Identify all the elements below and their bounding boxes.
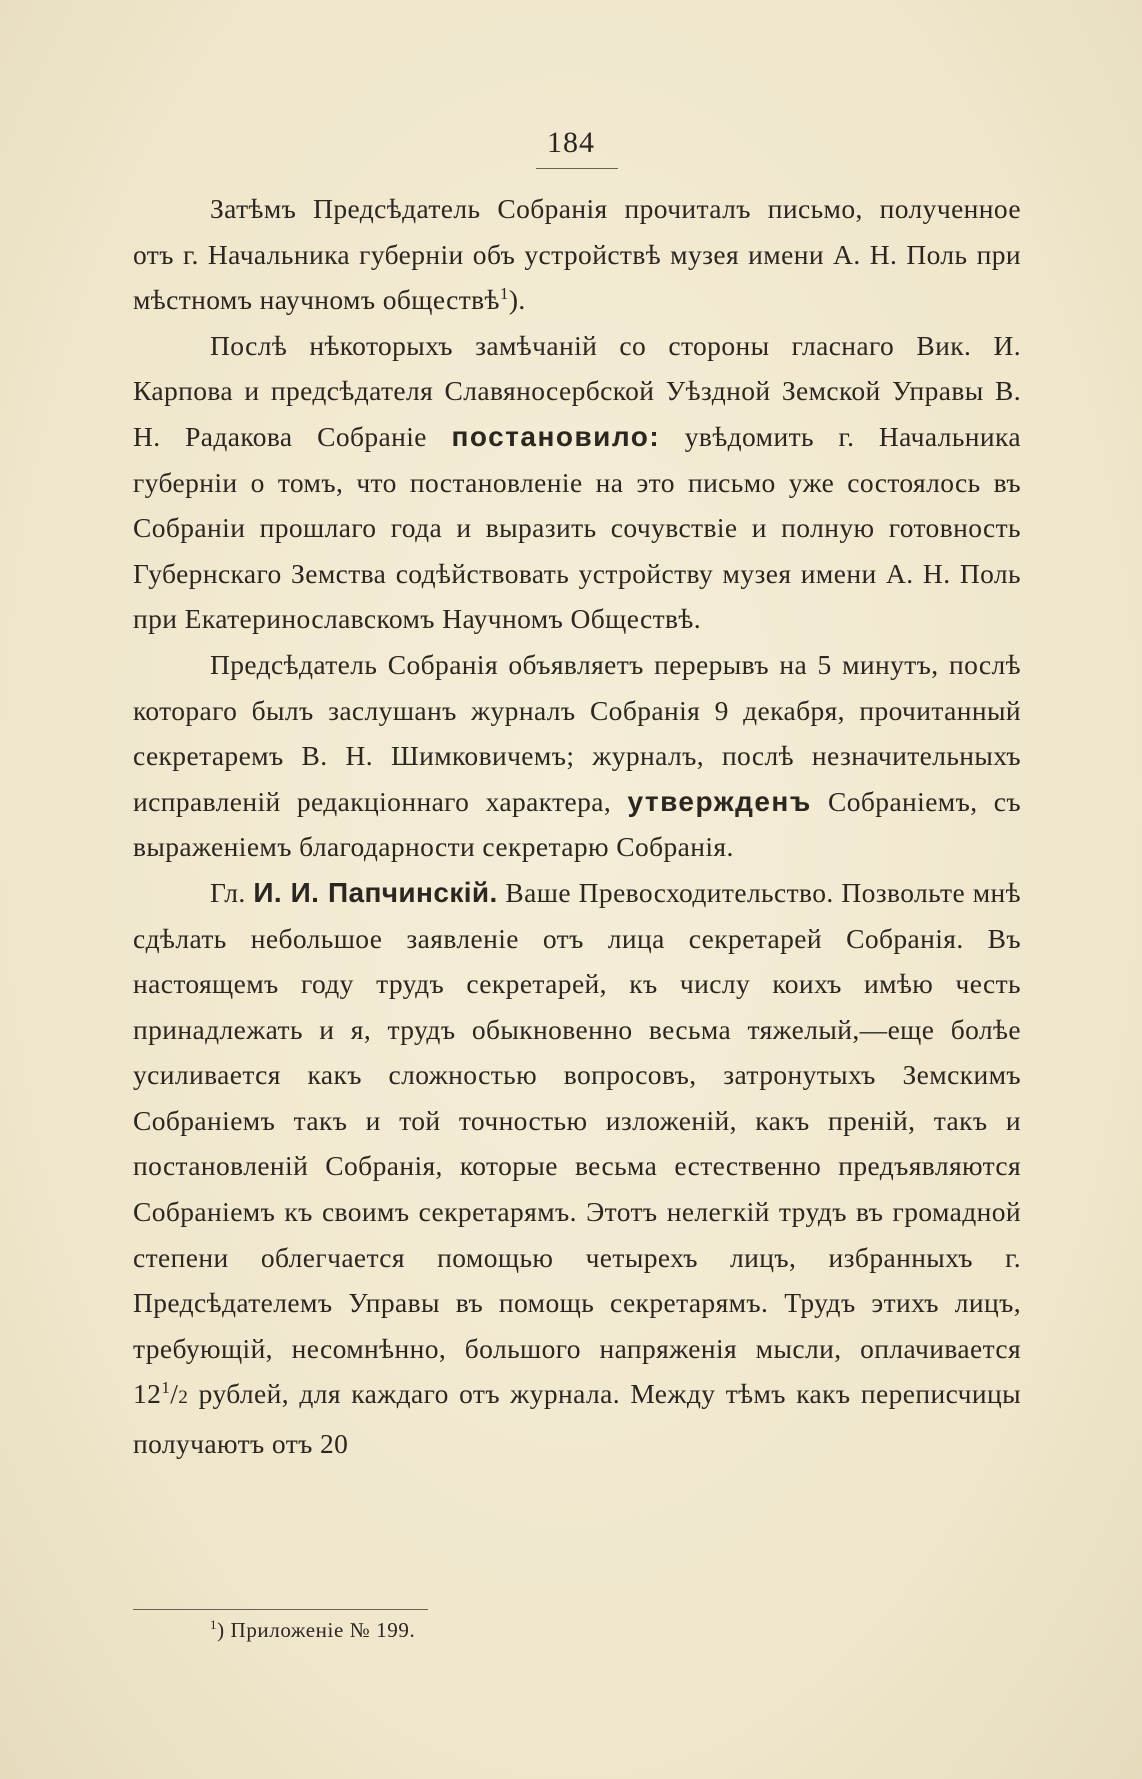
paragraph-resolution [133,323,1021,642]
fraction-slash: / [170,1378,179,1410]
emphasized-word: утвержденъ [627,785,812,817]
footnote [210,1618,415,1643]
body-text [133,186,1021,1467]
paragraph-text-end: рублей, для каждаго отъ журнала. Между тѣмъ какъ переписчицы получаютъ отъ 20 [133,1378,1021,1460]
footnote-marker: 1 [210,1617,218,1632]
footnote-reference: 1 [499,284,509,304]
paragraph-text-end: увѣдомить г. Начальника губерніи о томъ, что постановленіе на это письмо уже состоялось въ Собраніи прошлаго года и выразить сочувствіе и полную готовность Губернскаго Земства содѣйствовать устройству музея имени А. Н. Поль при Екатеринославскомъ Научномъ Обществѣ. [133,420,1021,635]
paragraph-text: Ваше Превосходительство. Позвольте мнѣ сдѣлать небольшое заявленіе отъ лица секретарей Собранія. Въ настоящемъ году трудъ секретарей, къ числу коихъ имѣю честь принадлежать и я, трудъ обыкновенно весьма тяжелый,—еще болѣе усиливается какъ сложностью вопросовъ, затронутыхъ Земскимъ Собраніемъ такъ и той точностью изложеній, какъ преній, такъ и постановленій Собранія, которые весьма естественно предъявляются Собраніемъ къ своимъ секретарямъ. Этотъ нелегкій трудъ въ громадной степени облегчается помощью четырехъ лицъ, избранныхъ г. Предсѣдателемъ Управы въ помощь секретарямъ. Трудъ этихъ лицъ, требующій, несомнѣнно, большого напряженія мысли, оплачивается 12 [133,876,1022,1410]
paragraph-break-announcement [133,642,1021,870]
paragraph-text-end: Собраніемъ, съ выраженіемъ благодарности секретарю Собранія. [133,785,1021,863]
paragraph-text: Затѣмъ Предсѣдатель Собранія прочиталъ письмо, полученное отъ г. Начальника губерніи объ устройствѣ музея имени А. Н. Поль при мѣстномъ научномъ обществѣ [133,193,1021,316]
fraction-denominator: 2 [178,1387,189,1409]
paragraph-letter-read [133,186,1021,323]
speaker-name: И. И. Папчинскій. [253,876,498,908]
paragraph-text: Послѣ нѣкоторыхъ замѣчаній со стороны гласнаго Вик. И. Карпова и предсѣдателя Славяносербской Уѣздной Земской Управы В. Н. Радакова Собраніе [133,329,1021,452]
paragraph-text: Предсѣдатель Собранія объявляетъ перерывъ на 5 минутъ, послѣ котораго былъ заслушанъ журналъ Собранія 9 декабря, прочитанный секретаремъ В. Н. Шимковичемъ; журналъ, послѣ незначительныхъ исправленій редакціоннаго характера, [133,648,1021,817]
paragraph-text-end: ). [508,284,526,316]
speaker-prefix: Гл. [210,876,254,908]
footnote-rule [133,1609,428,1610]
fraction-numerator: 1 [161,1378,171,1398]
footnote-text: Приложеніе № 199. [224,1618,416,1642]
emphasized-word: постановило: [451,420,661,452]
header-rule [536,168,618,169]
footnote-marker-paren: ) [217,1618,225,1642]
paragraph-speech [133,870,1021,1467]
page-number: 184 [547,126,595,159]
